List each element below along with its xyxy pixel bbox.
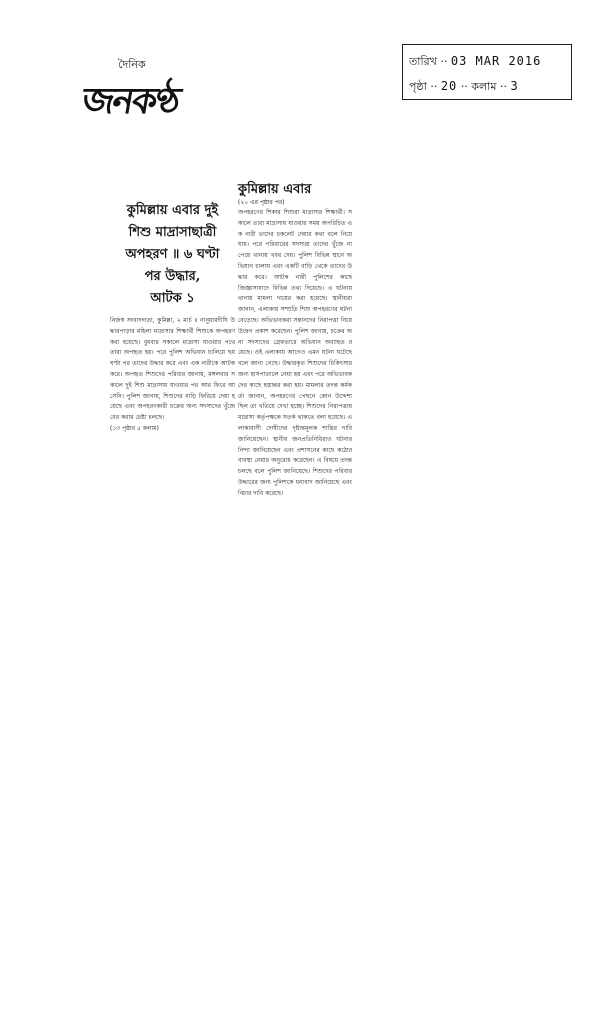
- jump-subtitle: (২০ এর পৃষ্ঠার পর): [238, 199, 285, 206]
- article-body: নিজস্ব সংবাদদাতা, কুমিল্লা, ২ মার্চ ॥ নানুয়ারদীঘি উদ্ধারপাড়ার মহিলা মাদ্রাসার শিক্ষার্থী শিশুকে অপহরণ করা হয়েছে। বুধবার সকালে মাদ্রাসা যাওয়ার পথে তারা অপহৃত হয়। পরে পুলিশ অভিযান চালিয়ে ছয় ঘণ্টা পর তাদের উদ্ধার করে এবং এক নারীকে আটক করে। অপহৃত শিশুদের পরিবার জানায়, মঙ্গলবার সকালে দুই শিশু মাদ্রাসায় যাওয়ার পর আর ফিরে আসেনি। পুলিশ জানায়, শিশুদের বাড়ি ফিরিয়ে দেয়া হয়েছে এবং অপহরণকারী চক্রের অন্য সদস্যদের খুঁজে বের করার চেষ্টা চলছে।: [110, 317, 235, 422]
- masthead-logo: জনকণ্ঠ: [78, 80, 183, 122]
- headline-line: কুমিল্লায় এবার দুই: [126, 203, 219, 218]
- date-stamp-box: [402, 44, 572, 100]
- stamp-page-value: 20: [440, 79, 458, 93]
- stamp-page-row: পৃষ্ঠা ·· 20 ·· কলাম ·· 3: [409, 79, 519, 93]
- stamp-column-value: 3: [510, 79, 519, 93]
- stamp-column-label: কলাম: [471, 80, 497, 93]
- headline-line: শিশু মাদ্রাসাছাত্রী: [128, 225, 217, 240]
- article-column-jump: [238, 182, 352, 500]
- article-headline: [110, 200, 235, 310]
- headline-line: অপহরণ ॥ ৬ ঘণ্টা: [125, 247, 220, 262]
- headline-line: পর উদ্ধার,: [144, 269, 201, 284]
- jump-title: কুমিল্লায় এবার: [238, 182, 312, 197]
- headline-line: আটক ১: [150, 291, 195, 306]
- stamp-date-value: 03 MAR 2016: [450, 54, 542, 68]
- article-column-main: [110, 200, 235, 435]
- newspaper-masthead: [78, 56, 192, 126]
- article-continued: (১৩ পৃষ্ঠার ৫ কলাম): [110, 424, 159, 432]
- jump-body: অপহরণের শিকার শিশুরা মাদ্রাসার শিক্ষার্থী। সকালে তারা মাদ্রাসায় যাওয়ার সময় অপরিচিত এক নারী তাদের চকলেট দেয়ার কথা বলে নিয়ে যায়। পরে পরিবারের সদস্যরা তাদের খুঁজে না পেয়ে থানায় খবর দেয়। পুলিশ বিভিন্ন স্থানে অভিযান চালায় এবং একটি বাড়ি থেকে তাদের উদ্ধার করে। আটক নারী পুলিশের কাছে জিজ্ঞাসাবাদে বিভিন্ন তথ্য দিয়েছে। এ ঘটনায় থানায় মামলা দায়ের করা হয়েছে। স্থানীয়রা জানান, এলাকায় সম্প্রতি শিশু অপহরণের ঘটনা বেড়েছে। অভিভাবকরা সন্তানদের নিরাপত্তা নিয়ে উদ্বেগ প্রকাশ করেছেন। পুলিশ জানায়, চক্রের অন্য সদস্যদের গ্রেফতারে অভিযান অব্যাহত রয়েছে। ওই এলাকায় আগেও এমন ঘটনা ঘটেছে বলে জানা গেছে। উদ্ধারকৃত শিশুদের চিকিৎসার জন্য হাসপাতালে নেয়া হয় এবং পরে অভিভাবকদের কাছে হস্তান্তর করা হয়। মামলার তদন্ত কর্মকর্তা জানান, অপহরণের পেছনে কোন উদ্দেশ্য ছিল তা খতিয়ে দেখা হচ্ছে। শিশুদের নিরাপত্তায় মাদ্রাসা কর্তৃপক্ষকে সতর্ক থাকতে বলা হয়েছে। এলাকাবাসী দোষীদের দৃষ্টান্তমূলক শাস্তির দাবি জানিয়েছেন। স্থানীয় জনপ্রতিনিধিরাও ঘটনার নিন্দা জানিয়েছেন এবং প্রশাসনের কাছে কঠোর ব্যবস্থা নেয়ার অনুরোধ করেছেন। এ বিষয়ে তদন্ত চলছে বলে পুলিশ জানিয়েছে। শিশুদের পরিবার উদ্ধারের জন্য পুলিশকে ধন্যবাদ জানিয়েছে এবং বিচার দাবি করেছে।: [238, 209, 352, 497]
- stamp-date-label: তারিখ: [409, 55, 437, 68]
- stamp-page-label: পৃষ্ঠা: [409, 80, 427, 93]
- stamp-date-row: তারিখ ·· 03 MAR 2016: [409, 54, 542, 68]
- masthead-daily-label: দৈনিক: [118, 58, 146, 71]
